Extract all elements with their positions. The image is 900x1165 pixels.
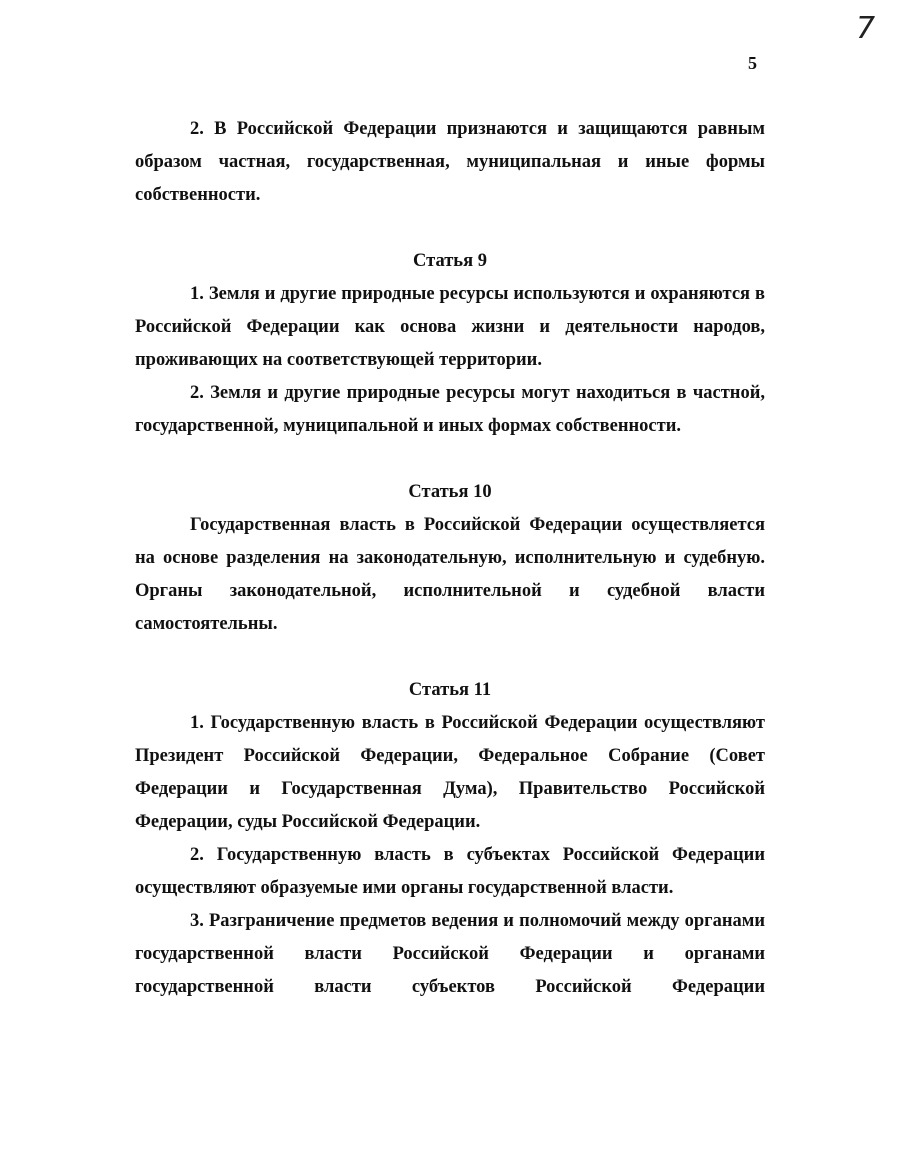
document-body <box>135 113 765 1004</box>
paragraph-11-2: 2. Государственную власть в субъектах Российской Федерации осуществляют образуемые ими органы государственной власти. <box>135 845 765 898</box>
paragraph-11-3: 3. Разграничение предметов ведения и полномочий между органами государственной власти Российской Федерации и органами государственной власти субъектов Российской Федерации <box>135 911 765 997</box>
heading-article-11: Статья 11 <box>408 680 492 700</box>
heading-article-10: Статья 10 <box>408 482 492 502</box>
page-number: 5 <box>748 53 757 73</box>
paragraph-8-2: 2. В Российской Федерации признаются и защищаются равным образом частная, государственная, муниципальная и иные формы собственности. <box>135 119 765 205</box>
heading-article-9: Статья 9 <box>413 251 487 271</box>
paragraph-9-2: 2. Земля и другие природные ресурсы могут находиться в частной, государственной, муниципальной и иных формах собственности. <box>135 383 765 436</box>
paragraph-9-1: 1. Земля и другие природные ресурсы используются и охраняются в Российской Федерации как основа жизни и деятельности народов, проживающих на соответствующей территории. <box>135 284 765 370</box>
paragraph-10: Государственная власть в Российской Федерации осуществляется на основе разделения на законодательную, исполнительную и судебную. Органы законодательной, исполнительной и судебной власти самостоятельны. <box>135 515 765 634</box>
paragraph-11-1: 1. Государственную власть в Российской Федерации осуществляют Президент Российской Федерации, Федеральное Собрание (Совет Федерации и Государственная Дума), Правительство Российской Федерации, суды Российской Федерации. <box>135 713 765 832</box>
handwritten-page-mark: 7 <box>856 11 876 46</box>
